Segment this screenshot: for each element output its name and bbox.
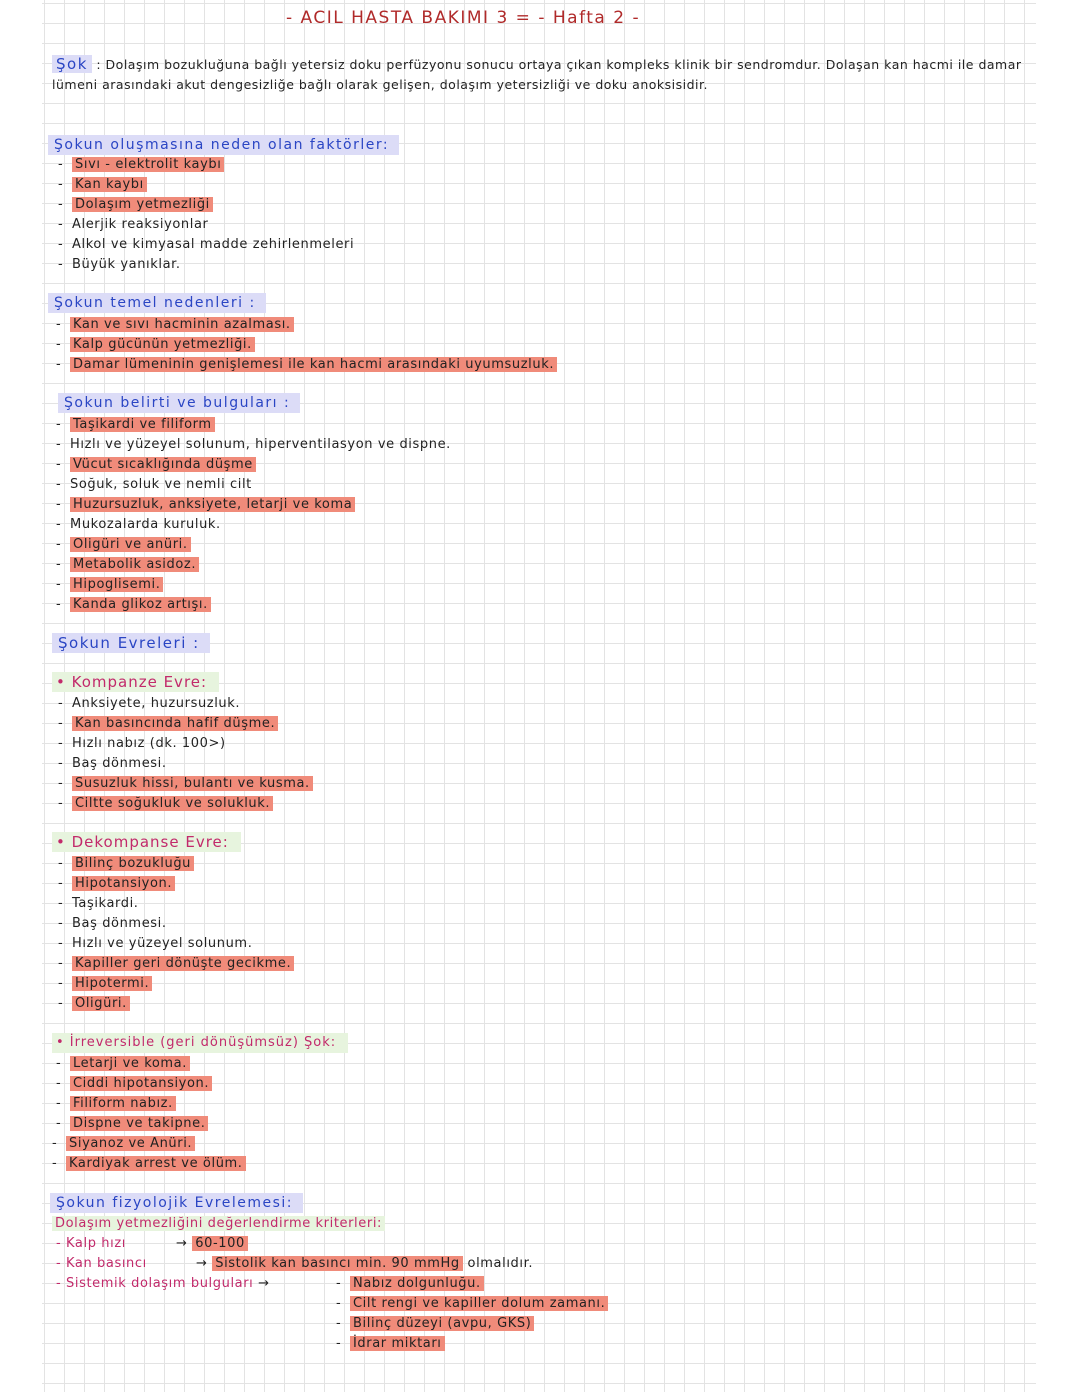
list-item: - Sıvı - elektrolit kaybı [58,156,224,174]
list-item: - Anksiyete, huzursuzluk. [58,696,241,711]
list-item: - Nabız dolgunluğu. [336,1275,484,1293]
list-item: - Hipotansiyon. [58,875,175,893]
decompensated-title: • Dekompanse Evre: [52,832,241,852]
causes-heading: Şokun temel nedenleri : [48,293,266,313]
list-item: - Oligüri. [58,995,130,1013]
physio-heading: Şokun fizyolojik Evrelemesi: [50,1193,303,1213]
list-item: - Oligüri ve anüri. [56,536,191,554]
list-item: - Cilt rengi ve kapiller dolum zamanı. [336,1295,608,1313]
blood-pressure-label: - Kan basıncı [56,1256,147,1271]
list-item: - İdrar miktarı [336,1335,445,1353]
list-item: - Kanda glikoz artışı. [56,596,211,614]
criteria-title: Dolaşım yetmezliğini değerlendirme kriterleri: [52,1215,385,1233]
list-item: - Siyanoz ve Anüri. [52,1135,195,1153]
list-item: - Alkol ve kimyasal madde zehirlenmeleri [58,237,355,252]
list-item: - Kan ve sıvı hacminin azalması. [56,316,294,334]
list-item: - Bilinç bozukluğu [58,855,194,873]
list-item: - Ciltte soğukluk ve solukluk. [58,795,273,813]
list-item: - Baş dönmesi. [58,916,167,931]
list-item: - Alerjik reaksiyonlar [58,217,209,232]
list-item: - Susuzluk hissi, bulantı ve kusma. [58,775,313,793]
list-item: - Büyük yanıklar. [58,257,181,272]
list-item: - Huzursuzluk, anksiyete, letarji ve koma [56,496,355,514]
list-item: - Taşikardi ve filiform [56,416,215,434]
list-item: - Dolaşım yetmezliği [58,196,213,214]
systemic-label: - Sistemik dolaşım bulguları → [56,1276,270,1291]
list-item: - Hipotermi. [58,975,152,993]
blood-pressure-value: → Sistolik kan basıncı min. 90 mmHg olmalıdır. [196,1256,534,1271]
factors-heading: Şokun oluşmasına neden olan faktörler: [48,135,399,155]
heart-rate-value: → 60-100 [176,1235,248,1253]
list-item: - Dispne ve takipne. [56,1115,208,1133]
list-item: - Kapiller geri dönüşte gecikme. [58,955,294,973]
heart-rate-label: - Kalp hızı [56,1236,126,1251]
list-item: - Hızlı ve yüzeyel solunum. [58,936,253,951]
list-item: - Ciddi hipotansiyon. [56,1075,212,1093]
list-item: - Bilinç düzeyi (avpu, GKS) [336,1315,534,1333]
compensated-title: • Kompanze Evre: [52,672,219,692]
irreversible-title: • İrreversible (geri dönüşümsüz) Şok: [52,1033,348,1053]
list-item: - Taşikardi. [58,896,139,911]
list-item: - Kan kaybı [58,176,147,194]
list-item: - Baş dönmesi. [58,756,167,771]
signs-heading: Şokun belirti ve bulguları : [58,393,300,413]
list-item: - Metabolik asidoz. [56,556,199,574]
list-item: - Mukozalarda kuruluk. [56,517,221,532]
list-item: - Hızlı nabız (dk. 100>) [58,736,226,751]
list-item: - Damar lümeninin genişlemesi ile kan hacmi arasındaki uyumsuzluk. [56,356,557,374]
stages-heading: Şokun Evreleri : [52,633,210,653]
definition-text: : Dolaşım bozukluğuna bağlı yetersiz doku perfüzyonu sonucu ortaya çıkan kompleks klinik bir sendromdur. Dolaşan kan hacmi ile damar lümeni arasındaki akut dengesizliğe bağlı olarak gelişen, dolaşım yetersizliği ve doku anoksisidir. [52,57,1022,92]
list-item: - Vücut sıcaklığında düşme [56,456,256,474]
definition-paragraph [52,54,1032,95]
list-item: - Kan basıncında hafif düşme. [58,715,278,733]
list-item: - Kalp gücünün yetmezliği. [56,336,255,354]
list-item: - Soğuk, soluk ve nemli cilt [56,477,252,492]
page-title: - ACIL HASTA BAKIMI 3 = - Hafta 2 - [286,8,641,28]
definition-term: Şok [52,55,92,73]
list-item: - Hipoglisemi. [56,576,163,594]
list-item: - Hızlı ve yüzeyel solunum, hiperventilasyon ve dispne. [56,437,451,452]
list-item: - Kardiyak arrest ve ölüm. [52,1155,246,1173]
list-item: - Letarji ve koma. [56,1055,190,1073]
list-item: - Filiform nabız. [56,1095,176,1113]
